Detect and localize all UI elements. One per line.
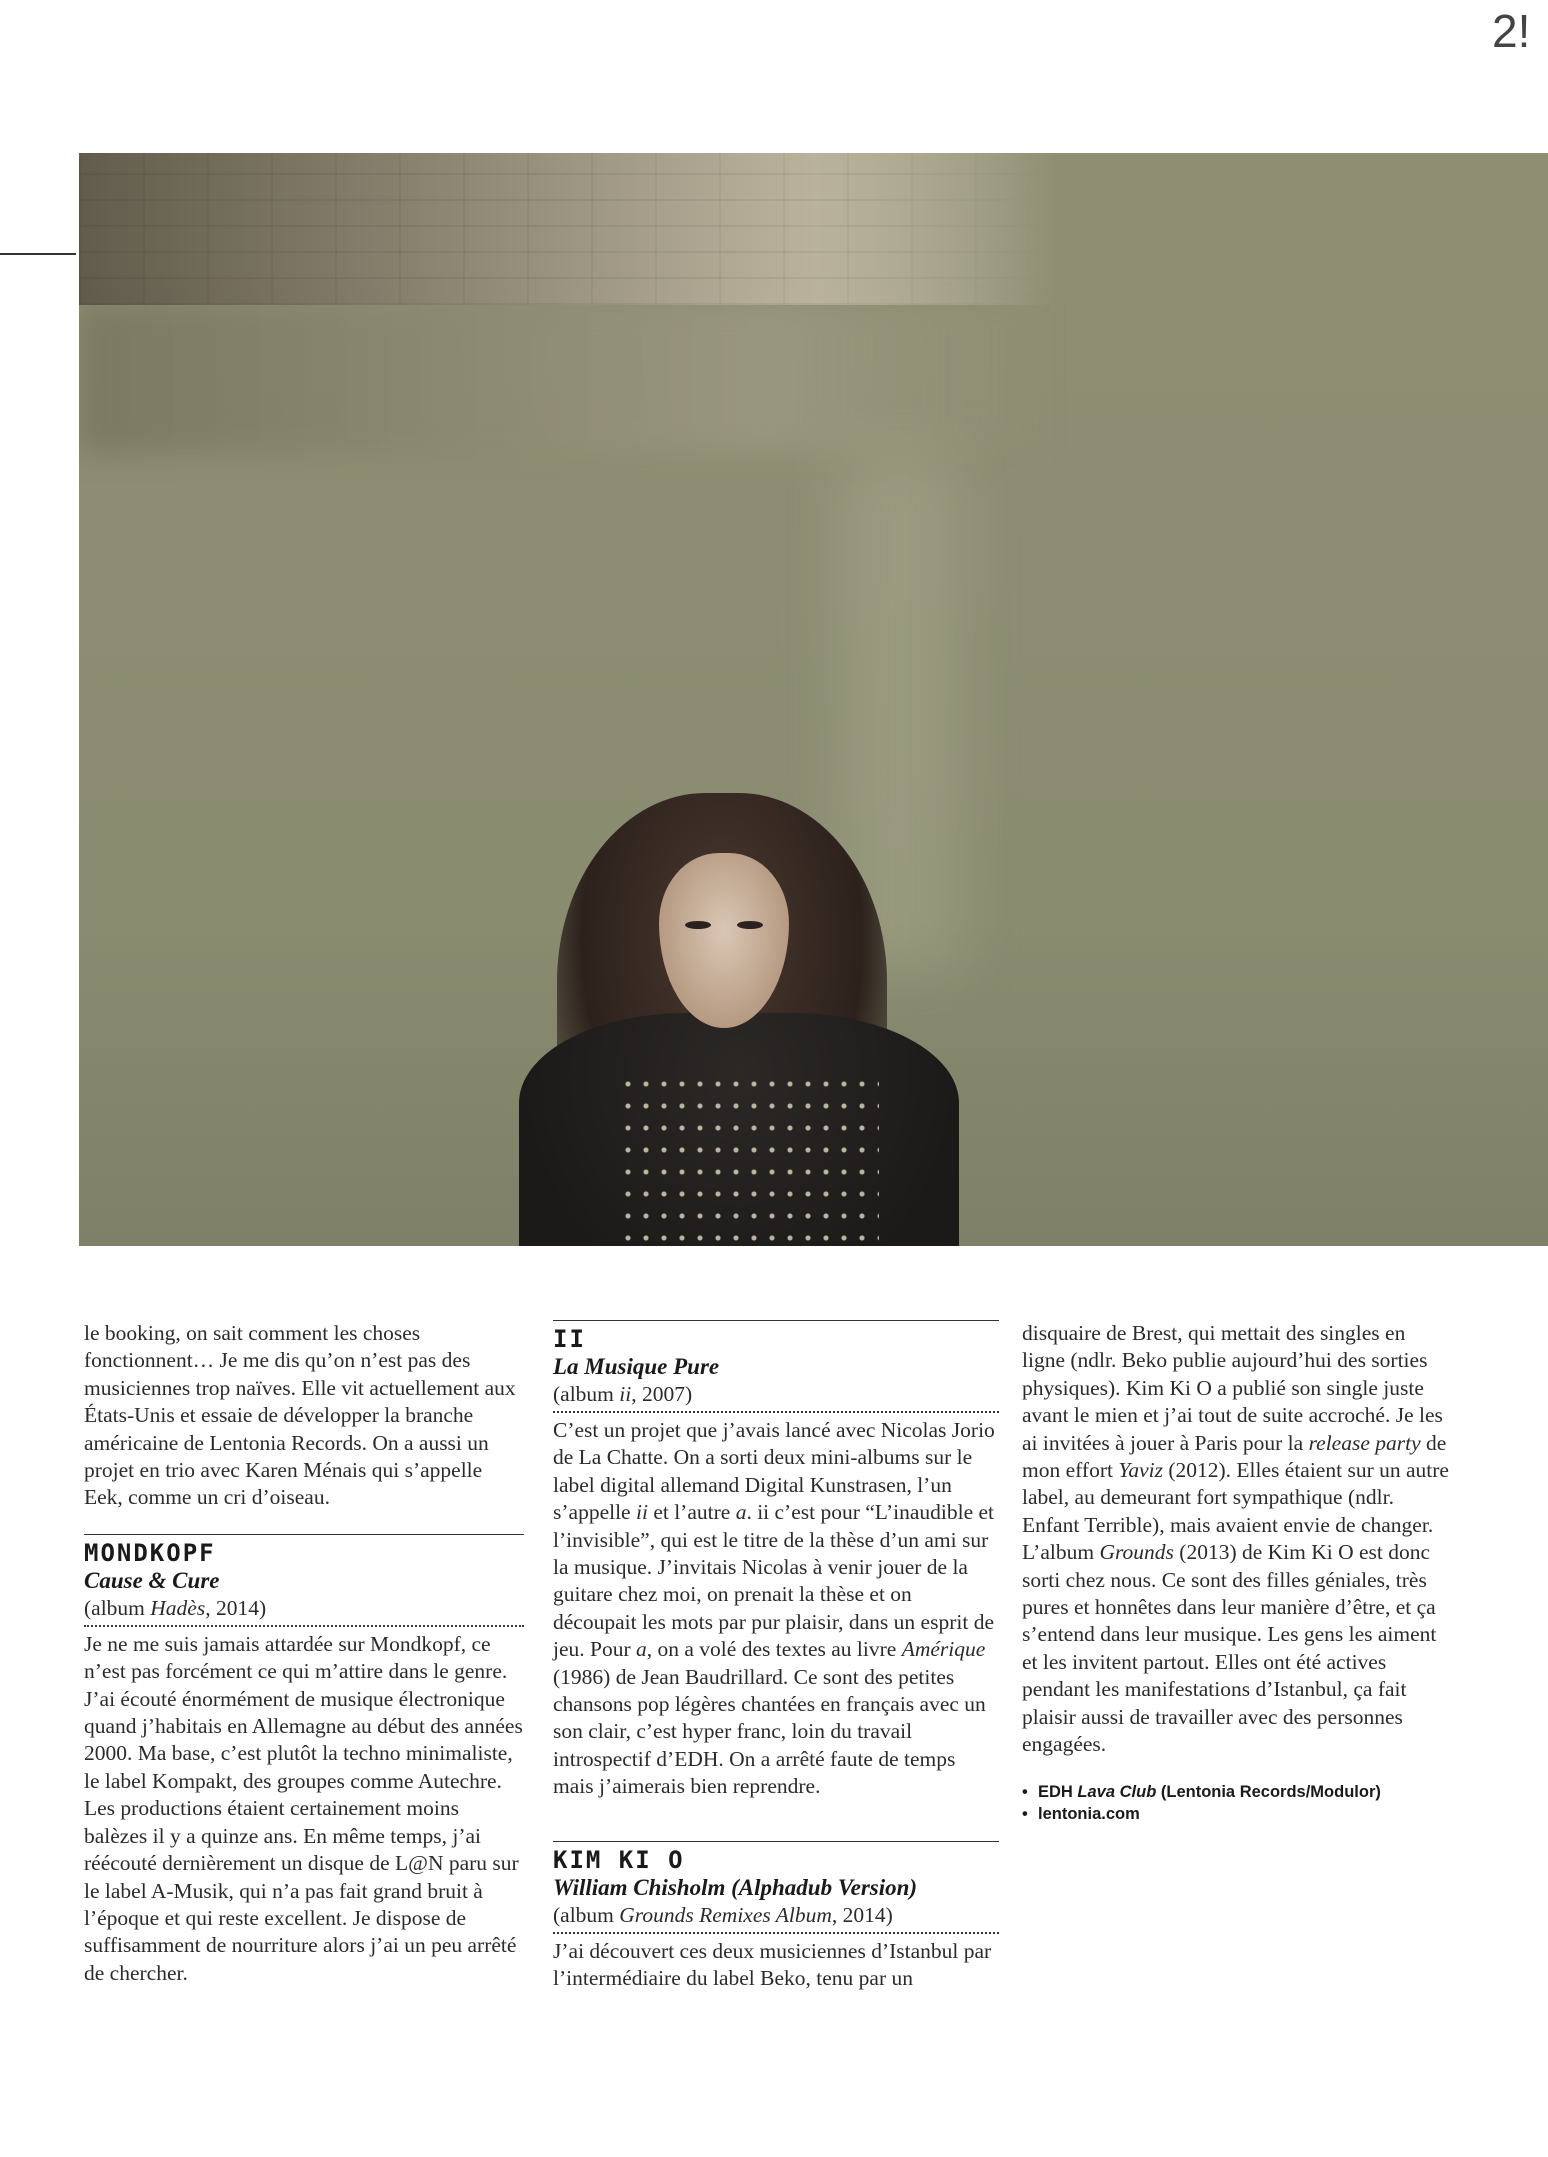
entry-rule [553, 1841, 999, 1842]
album-info: (album Hadès, 2014) [84, 1594, 524, 1627]
track-title: Cause & Cure [84, 1567, 220, 1593]
entry-body: Je ne me suis jamais attardée sur Mondkopf, ce n’est pas forcément ce qui m’attire dans le genre. J’ai écouté énormément de musique électronique quand j’habitais en Allemagne au début des années 2000. Ma base, c’est plutôt la techno minimaliste, le label Kompakt, des groupes comme Autechre. Les productions étaient certainement moins balèzes il y a quinze ans. En même temps, j’ai réécouté dernièrement un disque de L@N paru sur le label A-Musik, qui n’a pas fait grand bruit à l’époque et qui reste excellent. Je dispose de suffisamment de nourriture alors j’ai un peu arrêté de chercher. [84, 1631, 523, 1985]
track-title: La Musique Pure [553, 1354, 720, 1379]
stone-wall [79, 153, 1059, 305]
entry-body: C’est un projet que j’avais lancé avec Nicolas Jorio de La Chatte. On a sorti deux mini-albums sur le label digital allemand Digital Kunstrasen, l’un s’appelle ii et l’autre a. ii c’est pour “L’inaudible et l’invisible”, qui est le titre de la thèse d’un ami sur la musique. J’invitais Nicolas à venir jouer de la guitare chez moi, on prenait la thèse et on découpait les mots par pur plaisir, dans un esprit de jeu. Pour a, on a volé des textes au livre Amérique (1986) de Jean Baudrillard. Ce sont des petites chansons pop légères chantées en français avec un son clair, c’est hyper franc, loin du travail introspectif d’EDH. On a arrêté faute de temps mais j’aimerais bien reprendre. [553, 1418, 995, 1799]
artist-name: II [553, 1325, 586, 1353]
entry-kim-ki-o [553, 1841, 999, 1993]
credit-website: • lentonia.com [1022, 1804, 1140, 1823]
artist-name: KIM KI O [553, 1845, 685, 1874]
continued-paragraph: disquaire de Brest, qui mettait des singles en ligne (ndlr. Beko publie aujourd’hui des sorties physiques). Kim Ki O a publié son single juste avant le mien et j’ai tout de suite accroché. Je les ai invitées à jouer à Paris pour la release party de mon effort Yaviz (2012). Elles étaient sur un autre label, au demeurant fort sympathique (ndlr. Enfant Terrible), mais avaient envie de changer. L’album Grounds (2013) de Kim Ki O est donc sorti chez nous. Ce sont des filles géniales, très pures et honnêtes dans leur manière d’être, et ça s’entend dans leur musique. Les gens les aiment et les invitent partout. Elles ont été actives pendant les manifestations d’Istanbul, ça fait plaisir aussi de travailler avec des personnes engagées. [1022, 1321, 1449, 1757]
entry-mondkopf [84, 1534, 524, 1987]
entry-ii [553, 1320, 999, 1801]
credits-box [1022, 1781, 1452, 1825]
sweater-studs [619, 1073, 879, 1243]
intro-paragraph: le booking, on sait comment les choses fonctionnent… Je me dis qu’on n’est pas des musiciennes trop naïves. Elle vit actuellement aux États-Unis et essaie de développer la branche américaine de Lentonia Records. On a aussi un projet en trio avec Karen Ménais qui s’appelle Eek, comme un cri d’oiseau. [84, 1321, 516, 1510]
credit-release: • EDH Lava Club (Lentonia Records/Modulor) [1022, 1782, 1381, 1801]
portrait-photo [79, 153, 1548, 1246]
article-column-2 [553, 1320, 999, 1993]
album-info: (album ii, 2007) [553, 1380, 999, 1413]
page-number: 2! [1492, 6, 1531, 56]
album-info: (album Grounds Remixes Album, 2014) [553, 1901, 999, 1934]
entry-body: J’ai découvert ces deux musiciennes d’Istanbul par l’intermédiaire du label Beko, tenu par un [553, 1938, 992, 1991]
article-column-3 [1022, 1320, 1452, 1825]
entry-rule [553, 1320, 999, 1321]
margin-rule [0, 253, 76, 255]
artist-name: MONDKOPF [84, 1538, 216, 1567]
article-column-1 [84, 1320, 524, 1987]
entry-rule [84, 1534, 524, 1535]
wall-reflection [79, 303, 1059, 453]
track-title: William Chisholm (Alphadub Version) [553, 1874, 918, 1900]
